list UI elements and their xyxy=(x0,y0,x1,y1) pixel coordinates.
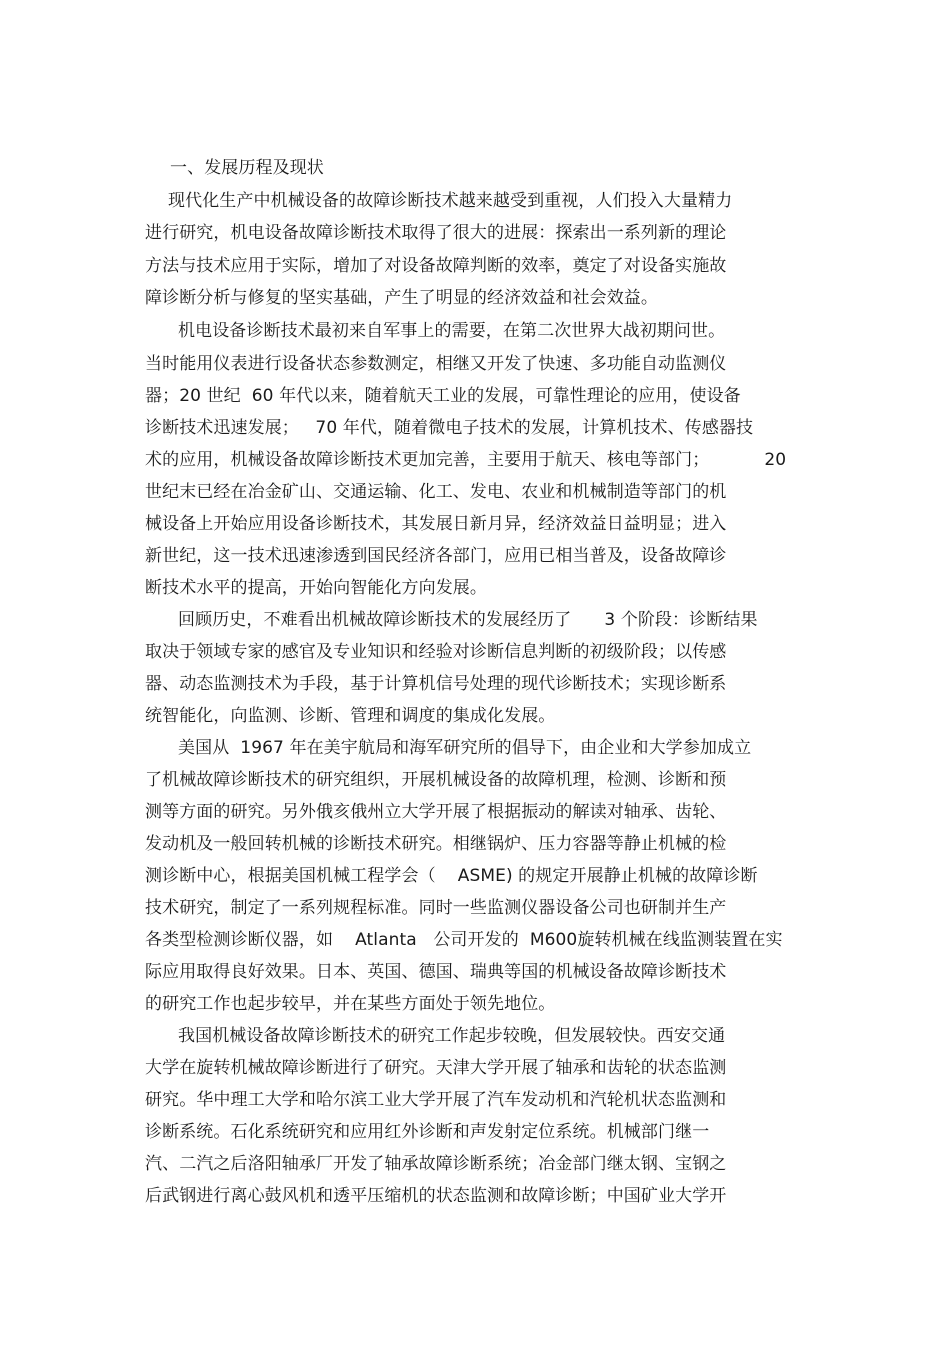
section-heading: 一、发展历程及现状 xyxy=(170,158,324,178)
paragraph-2-line-2: 当时能用仪表进行设备状态参数测定，相继又开发了快速、多功能自动监测仪 xyxy=(145,354,727,374)
paragraph-5-line-5: 汽、二汽之后洛阳轴承厂开发了轴承故障诊断系统；冶金部门继太钢、宝钢之 xyxy=(145,1154,727,1174)
paragraph-4-line-4: 发动机及一般回转机械的诊断技术研究。相继锅炉、压力容器等静止机械的检 xyxy=(145,834,727,854)
paragraph-2-line-1: 机电设备诊断技术最初来自军事上的需要，在第二次世界大战初期问世。 xyxy=(178,321,726,341)
paragraph-1-line-1: 现代化生产中机械设备的故障诊断技术越来越受到重视，人们投入大量精力 xyxy=(168,191,733,211)
paragraph-5-line-1: 我国机械设备故障诊断技术的研究工作起步较晚，但发展较快。西安交通 xyxy=(178,1026,726,1046)
paragraph-2-line-9: 断技术水平的提高，开始向智能化方向发展。 xyxy=(145,578,487,598)
paragraph-2-line-4: 诊断技术迅速发展； 70 年代，随着微电子技术的发展，计算机技术、传感器技 xyxy=(145,418,754,438)
paragraph-5-line-4: 诊断系统。石化系统研究和应用红外诊断和声发射定位系统。机械部门继一 xyxy=(145,1122,710,1142)
paragraph-3-line-4: 统智能化，向监测、诊断、管理和调度的集成化发展。 xyxy=(145,706,556,726)
paragraph-2-line-3: 器；20 世纪 60 年代以来，随着航天工业的发展，可靠性理论的应用，使设备 xyxy=(145,386,741,406)
paragraph-4-line-1: 美国从 1967 年在美宇航局和海军研究所的倡导下，由企业和大学参加成立 xyxy=(178,738,752,758)
paragraph-5-line-6: 后武钢进行离心鼓风机和透平压缩机的状态监测和故障诊断；中国矿业大学开 xyxy=(145,1186,727,1206)
paragraph-4-line-8: 际应用取得良好效果。日本、英国、德国、瑞典等国的机械设备故障诊断技术 xyxy=(145,962,727,982)
paragraph-4-line-2: 了机械故障诊断技术的研究组织，开展机械设备的故障机理，检测、诊断和预 xyxy=(145,770,727,790)
paragraph-2-line-8: 新世纪，这一技术迅速渗透到国民经济各部门，应用已相当普及，设备故障诊 xyxy=(145,546,727,566)
paragraph-2-line-6: 世纪末已经在冶金矿山、交通运输、化工、发电、农业和机械制造等部门的机 xyxy=(145,482,727,502)
paragraph-1-line-2: 进行研究，机电设备故障诊断技术取得了很大的进展：探索出一系列新的理论 xyxy=(145,223,727,243)
paragraph-4-line-3: 测等方面的研究。另外俄亥俄州立大学开展了根据振动的解读对轴承、齿轮、 xyxy=(145,802,727,822)
paragraph-3-line-2: 取决于领域专家的感官及专业知识和经验对诊断信息判断的初级阶段；以传感 xyxy=(145,642,727,662)
paragraph-4-line-5: 测诊断中心，根据美国机械工程学会（ ASME) 的规定开展静止机械的故障诊断 xyxy=(145,866,758,886)
paragraph-5-line-2: 大学在旋转机械故障诊断进行了研究。天津大学开展了轴承和齿轮的状态监测 xyxy=(145,1058,727,1078)
paragraph-1-line-4: 障诊断分析与修复的坚实基础，产生了明显的经济效益和社会效益。 xyxy=(145,288,658,308)
paragraph-2-line-5: 术的应用，机械设备故障诊断技术更加完善，主要用于航天、核电等部门； 20 xyxy=(145,450,787,470)
paragraph-4-line-6: 技术研究，制定了一系列规程标准。同时一些监测仪器设备公司也研制并生产 xyxy=(145,898,727,918)
paragraph-4-line-7: 各类型检测诊断仪器，如 Atlanta 公司开发的 M600旋转机械在线监测装置在实 xyxy=(145,930,783,950)
paragraph-5-line-3: 研究。华中理工大学和哈尔滨工业大学开展了汽车发动机和汽轮机状态监测和 xyxy=(145,1090,727,1110)
paragraph-4-line-9: 的研究工作也起步较早，并在某些方面处于领先地位。 xyxy=(145,994,556,1014)
paragraph-1-line-3: 方法与技术应用于实际，增加了对设备故障判断的效率，奠定了对设备实施故 xyxy=(145,256,727,276)
paragraph-2-line-7: 械设备上开始应用设备诊断技术，其发展日新月异，经济效益日益明显；进入 xyxy=(145,514,727,534)
paragraph-3-line-1: 回顾历史，不难看出机械故障诊断技术的发展经历了 3 个阶段：诊断结果 xyxy=(178,610,758,630)
paragraph-3-line-3: 器、动态监测技术为手段，基于计算机信号处理的现代诊断技术；实现诊断系 xyxy=(145,674,727,694)
